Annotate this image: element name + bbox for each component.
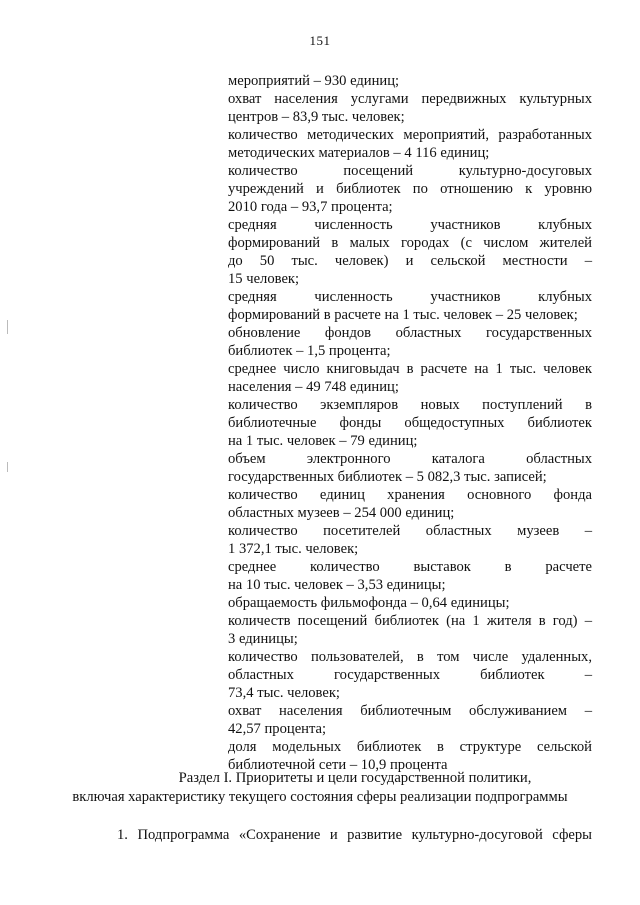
- indicator-line: количество единиц хранения основного фонда: [228, 487, 592, 503]
- indicator-line: мероприятий – 930 единиц;: [228, 73, 400, 89]
- indicator-line: областных музеев – 254 000 единиц;: [228, 505, 455, 521]
- indicator-line: охват населения услугами передвижных культурных: [228, 91, 592, 107]
- indicator-line: 2010 года – 93,7 процента;: [228, 199, 393, 215]
- indicator-line: средняя численность участников клубных: [228, 289, 592, 305]
- indicator-line: 73,4 тыс. человек;: [228, 685, 340, 701]
- indicator-line: формирований в малых городах (с числом жителей: [228, 235, 592, 251]
- section-heading: [0, 769, 640, 807]
- indicator-line: количество посещений культурно-досуговых: [228, 163, 592, 179]
- indicator-line: на 1 тыс. человек – 79 единиц;: [228, 433, 418, 449]
- indicator-line: методических материалов – 4 116 единиц;: [228, 145, 490, 161]
- indicator-line: населения – 49 748 единиц;: [228, 379, 399, 395]
- indicator-line: учреждений и библиотек по отношению к уровню: [228, 181, 592, 197]
- indicator-line: центров – 83,9 тыс. человек;: [228, 109, 405, 125]
- margin-mark: [7, 320, 8, 334]
- indicator-line: государственных библиотек – 5 082,3 тыс. записей;: [228, 469, 547, 485]
- indicator-line: 15 человек;: [228, 271, 300, 287]
- page-number: 151: [309, 33, 331, 48]
- section-heading-line-1: Раздел I. Приоритеты и цели государственной политики,: [178, 770, 532, 786]
- indicator-line: на 10 тыс. человек – 3,53 единицы;: [228, 577, 446, 593]
- indicator-line: средняя численность участников клубных: [228, 217, 592, 233]
- indicator-line: доля модельных библиотек в структуре сельской: [228, 739, 592, 755]
- indicator-line: среднее количество выставок в расчете: [228, 559, 592, 575]
- indicator-line: охват населения библиотечным обслуживанием –: [228, 703, 592, 719]
- indicator-line: объем электронного каталога областных: [228, 451, 592, 467]
- indicator-line: количество методических мероприятий, разработанных: [228, 127, 592, 143]
- indicator-line: количество пользователей, в том числе удаленных,: [228, 649, 592, 665]
- indicator-line: количество посетителей областных музеев –: [228, 523, 592, 539]
- indicator-list: [228, 72, 592, 774]
- margin-mark: [7, 462, 8, 472]
- indicator-line: количеств посещений библиотек (на 1 жителя в год) –: [228, 613, 592, 629]
- indicator-line: до 50 тыс. человек) и сельской местности –: [228, 253, 592, 269]
- indicator-line: 3 единицы;: [228, 631, 298, 647]
- indicator-line: областных государственных библиотек –: [228, 667, 592, 683]
- indicator-line: количество экземпляров новых поступлений в: [228, 397, 592, 413]
- subprogram-title: 1. Подпрограмма «Сохранение и развитие культурно-досуговой сферы: [117, 827, 592, 843]
- indicator-line: формирований в расчете на 1 тыс. человек – 25 человек;: [228, 307, 578, 323]
- indicator-line: 42,57 процента;: [228, 721, 327, 737]
- section-heading-line-2: включая характеристику текущего состояния сферы реализации подпрограммы: [72, 789, 568, 805]
- indicator-line: среднее число книговыдач в расчете на 1 тыс. человек: [228, 361, 592, 377]
- indicator-line: библиотек – 1,5 процента;: [228, 343, 391, 359]
- indicator-line: 1 372,1 тыс. человек;: [228, 541, 359, 557]
- indicator-line: обращаемость фильмофонда – 0,64 единицы;: [228, 595, 510, 611]
- indicator-line: библиотечной сети – 10,9 процента: [228, 757, 448, 773]
- indicator-line: библиотечные фонды общедоступных библиотек: [228, 415, 592, 431]
- indicator-line: обновление фондов областных государственных: [228, 325, 592, 341]
